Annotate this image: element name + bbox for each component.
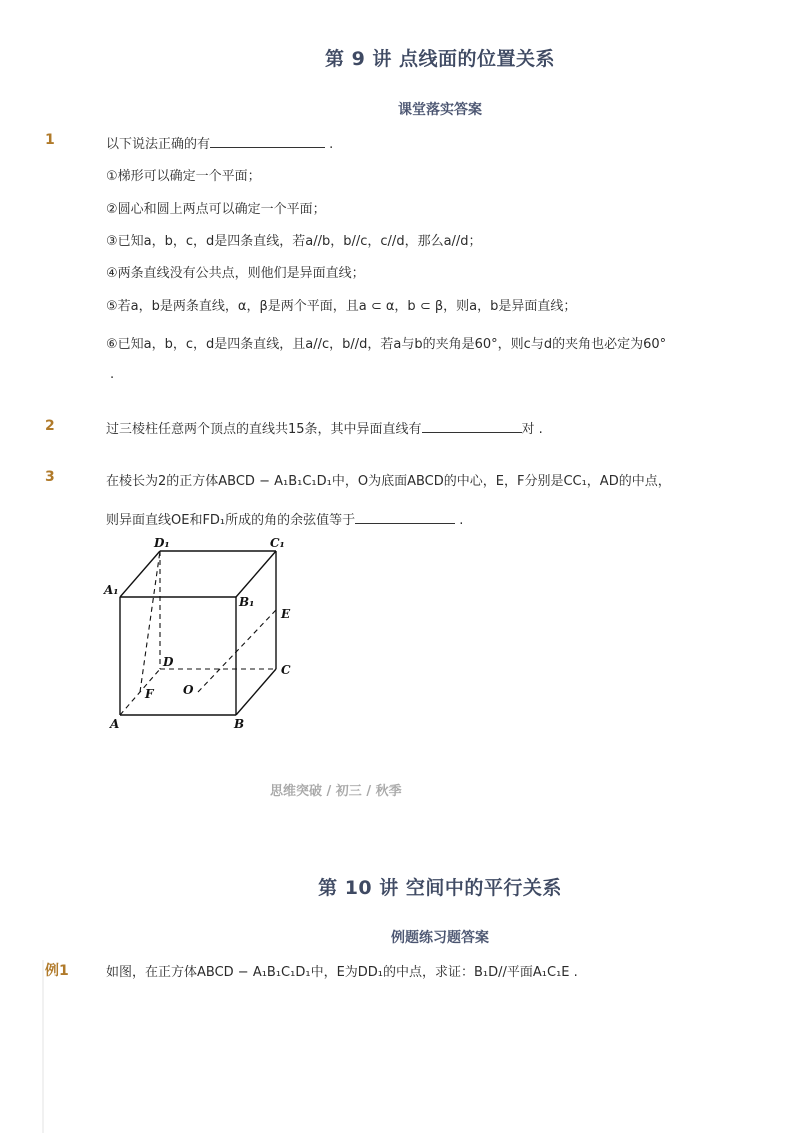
question-1-stem-text: 以下说法正确的有 — [106, 137, 211, 152]
question-1-option-5: ⑤若a，b是两条直线，α，β是两个平面，且a ⊂ α，b ⊂ β，则a，b是异面直线； — [106, 299, 577, 314]
question-1-option-6-end: . — [110, 367, 115, 382]
label-c: C — [281, 663, 291, 677]
question-1-stem-end: . — [329, 137, 334, 152]
lesson-9-title: 第 9 讲 点线面的位置关系 — [324, 48, 556, 70]
label-c1: C₁ — [270, 536, 285, 550]
hidden-segment-o-e — [198, 610, 276, 692]
page-footer: 思维突破 / 初三 / 秋季 — [270, 784, 402, 799]
label-o: O — [183, 683, 194, 697]
lesson-10-title: 第 10 讲 空间中的平行关系 — [318, 877, 562, 899]
label-b: B — [234, 717, 245, 731]
question-2-stem: 过三棱柱任意两个顶点的直线共15条，其中异面直线有 — [106, 422, 422, 437]
edge-b-c — [236, 669, 276, 715]
cube-diagram — [100, 532, 310, 737]
question-1-option-1: ①梯形可以确定一个平面； — [106, 169, 261, 184]
label-e: E — [281, 607, 291, 621]
question-1-option-3: ③已知a，b，c，d是四条直线，若a//b，b//c，c//d，那么a//d； — [106, 234, 482, 249]
lesson-9-section-title: 课堂落实答案 — [398, 102, 482, 118]
label-a1: A₁ — [104, 583, 119, 597]
lesson-10-section-title: 例题练习题答案 — [391, 930, 489, 946]
question-3-line-2-end: . — [459, 513, 464, 528]
question-1-option-2: ②圆心和圆上两点可以确定一个平面； — [106, 202, 326, 217]
question-3-line-1: 在棱长为2的正方体ABCD − A₁B₁C₁D₁中，O为底面ABCD的中心，E，F分别是CC₁，AD的中点， — [106, 474, 671, 489]
question-2-end: 对 . — [521, 422, 543, 437]
question-3-number: 3 — [45, 469, 55, 485]
example-1-number: 例1 — [45, 963, 69, 979]
question-3-line-2 — [106, 509, 463, 528]
question-2-text — [106, 418, 543, 437]
margin-rule — [42, 960, 44, 1133]
hidden-segment-f-d1 — [140, 551, 160, 692]
question-1-number: 1 — [45, 132, 55, 148]
answer-blank-2 — [422, 420, 522, 433]
label-b1: B₁ — [239, 595, 255, 609]
question-3-line-2-text: 则异面直线OE和FD₁所成的角的余弦值等于 — [106, 513, 356, 528]
label-a: A — [110, 717, 120, 731]
label-d1: D₁ — [154, 536, 170, 550]
answer-blank-3 — [355, 511, 455, 524]
question-1-stem — [106, 133, 333, 152]
example-1-text: 如图，在正方体ABCD − A₁B₁C₁D₁中，E为DD₁的中点，求证：B₁D//平面A₁C₁E . — [106, 965, 578, 980]
question-1-option-4: ④两条直线没有公共点，则他们是异面直线； — [106, 266, 365, 281]
label-f: F — [145, 687, 154, 701]
label-d: D — [163, 655, 174, 669]
edge-b1-c1 — [236, 551, 276, 597]
question-2-number: 2 — [45, 418, 55, 434]
question-1-option-6: ⑥已知a，b，c，d是四条直线，且a//c，b//d，若a与b的夹角是60°，则c与d的夹角也必定为60° — [106, 337, 667, 352]
answer-blank-1 — [210, 135, 325, 148]
